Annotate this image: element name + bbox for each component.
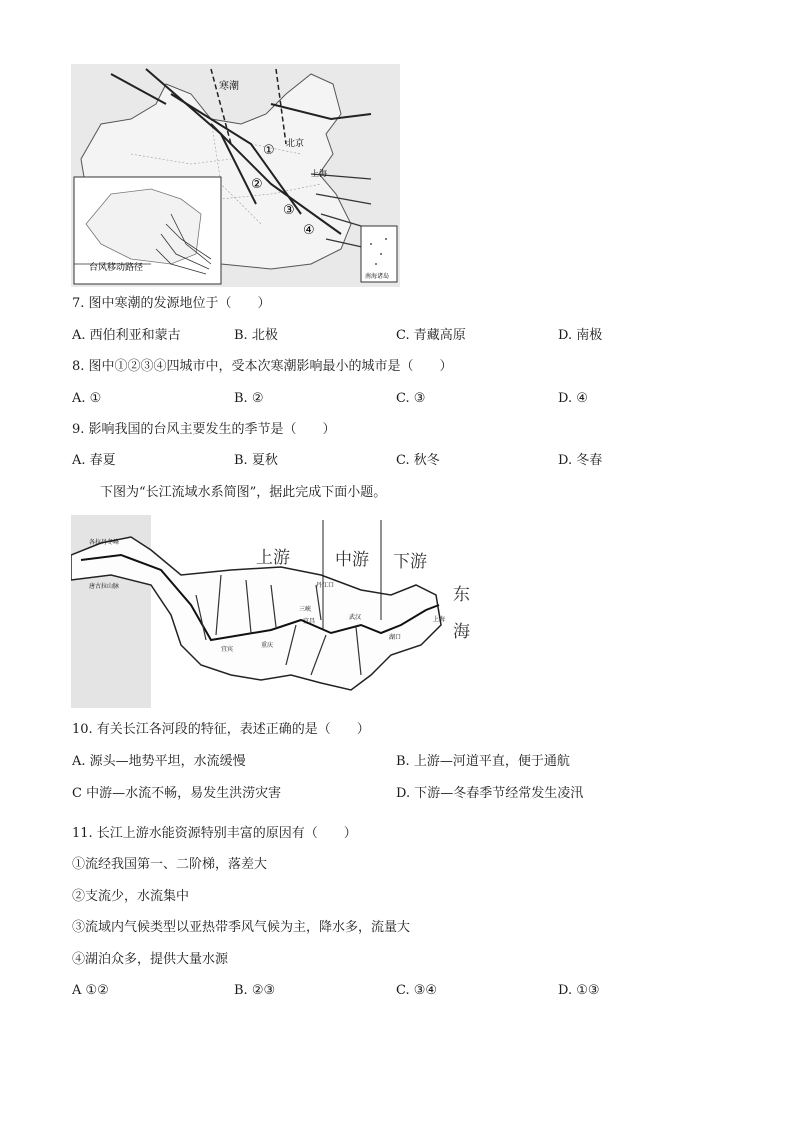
hukou-label: 湖口	[389, 634, 402, 641]
yangtze-basin-map-drawing	[71, 515, 470, 708]
danjiangkou-label: 丹江口	[316, 582, 335, 589]
city-4-label: ④	[303, 223, 315, 238]
q9-stem: 9. 影响我国的台风主要发生的季节是（ ）	[72, 422, 336, 437]
lower-reach-label: 下游	[393, 552, 427, 572]
q11-option-d[interactable]: D. ①③	[558, 983, 600, 998]
east-label: 东	[453, 585, 470, 605]
q10-option-a[interactable]: A. 源头—地势平坦，水流缓慢	[72, 754, 246, 769]
yibin-label: 宜宾	[221, 646, 234, 653]
q7-option-d[interactable]: D. 南极	[558, 328, 603, 343]
chongqing-label: 重庆	[261, 642, 274, 649]
q10-option-c[interactable]: C 中游—水流不畅，易发生洪涝灾害	[72, 786, 282, 801]
cold-wave-map	[71, 64, 400, 287]
q9-option-c[interactable]: C. 秋冬	[396, 453, 440, 468]
q7-option-b[interactable]: B. 北极	[234, 328, 278, 343]
q10-stem: 10. 有关长江各河段的特征，表述正确的是（ ）	[72, 722, 370, 737]
wuhan-label: 武汉	[349, 614, 362, 621]
q11-option-b[interactable]: B. ②③	[234, 983, 276, 998]
q10-option-b[interactable]: B. 上游—河道平直，便于通航	[396, 754, 570, 769]
yichang-label: 宜昌	[303, 618, 316, 625]
three-gorges-label: 三峡	[299, 606, 312, 613]
q11-statement-2: ②支流少，水流集中	[72, 889, 190, 904]
beijing-label: 北京	[286, 139, 305, 149]
q8-option-a[interactable]: A. ①	[72, 391, 102, 406]
q11-statement-4: ④湖泊众多，提供大量水源	[72, 952, 229, 967]
q11-statement-1: ①流经我国第一、二阶梯，落差大	[72, 857, 268, 872]
q7-option-c[interactable]: C. 青藏高原	[396, 328, 466, 343]
tanggula-label: 唐古拉山脉	[89, 583, 120, 590]
sea-label: 海	[453, 622, 470, 642]
q8-option-d[interactable]: D. ④	[558, 391, 588, 406]
upper-reach-label: 上游	[256, 548, 290, 568]
source-peak-label: 各拉丹冬峰	[89, 539, 120, 546]
city-1-label: ①	[263, 143, 275, 158]
cold-wave-label: 寒潮	[219, 81, 239, 92]
q11-option-a[interactable]: A ①②	[72, 983, 109, 998]
typhoon-path-label: 台风移动路径	[89, 263, 144, 273]
q11-stem: 11. 长江上游水能资源特别丰富的原因有（ ）	[72, 826, 357, 841]
middle-reach-label: 中游	[335, 550, 369, 570]
shanghai-label: 上海	[433, 616, 446, 623]
q8-option-c[interactable]: C. ③	[396, 391, 426, 406]
q11-statement-3: ③流域内气候类型以亚热带季风气候为主，降水多，流量大	[72, 920, 411, 935]
q9-option-d[interactable]: D. 冬春	[558, 453, 603, 468]
q8-stem: 8. 图中①②③④四城市中，受本次寒潮影响最小的城市是（ ）	[72, 359, 453, 374]
q7-stem: 7. 图中寒潮的发源地位于（ ）	[72, 296, 271, 311]
q11-option-c[interactable]: C. ③④	[396, 983, 438, 998]
q7-option-a[interactable]: A. 西伯利亚和蒙古	[72, 328, 181, 343]
city-2-label: ②	[251, 177, 263, 192]
yangtze-basin-map	[71, 515, 470, 708]
q8-option-b[interactable]: B. ②	[234, 391, 264, 406]
q10-option-d[interactable]: D. 下游—冬春季节经常发生凌汛	[396, 786, 584, 801]
q9-option-b[interactable]: B. 夏秋	[234, 453, 278, 468]
shanghai-label: 上海	[311, 169, 327, 178]
south-sea-islands-label: 南海诸岛	[365, 273, 390, 280]
q9-option-a[interactable]: A. 春夏	[72, 453, 116, 468]
cold-wave-map-drawing	[71, 64, 400, 287]
city-3-label: ③	[283, 203, 295, 218]
figure2-intro: 下图为“长江流域水系简图”，据此完成下面小题。	[100, 485, 387, 500]
